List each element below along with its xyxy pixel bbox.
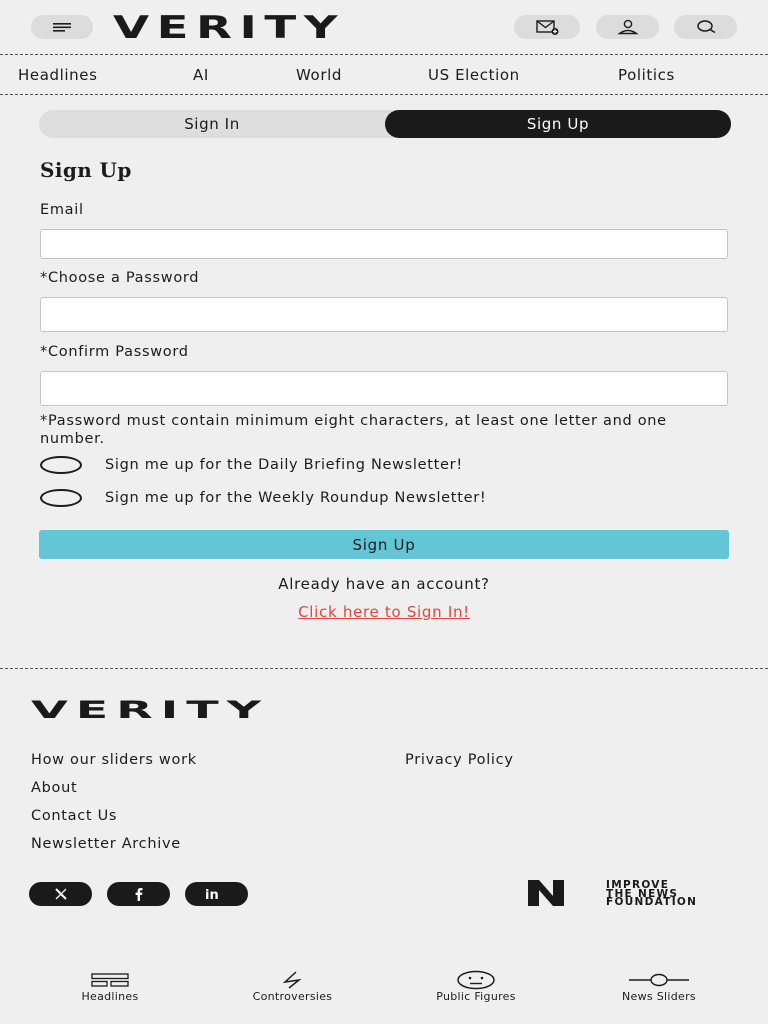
tab-controversies[interactable]	[232, 970, 353, 1003]
tab-public-figures[interactable]	[414, 970, 538, 1003]
linkedin-social-button[interactable]	[185, 882, 248, 906]
form-title: Sign Up	[40, 158, 132, 182]
search-icon	[695, 19, 717, 35]
tab-headlines[interactable]	[66, 970, 154, 1003]
menu-icon	[51, 21, 73, 33]
notifications-button[interactable]	[514, 15, 580, 39]
email-label: Email	[40, 202, 84, 218]
site-header	[0, 0, 768, 54]
user-icon	[616, 19, 640, 35]
x-icon	[54, 887, 68, 901]
footer-verity-logo[interactable]	[31, 697, 269, 721]
facebook-icon	[133, 887, 145, 901]
verity-logo[interactable]	[113, 11, 345, 43]
nav-item-politics[interactable]: Politics	[618, 66, 675, 84]
password-requirements-note: *Password must contain minimum eight characters, at least one letter and one number.	[40, 413, 667, 447]
email-field[interactable]	[40, 229, 728, 259]
tab-label-public-figures: Public Figures	[436, 990, 516, 1003]
mail-notification-icon	[534, 19, 560, 35]
slider-icon	[627, 972, 691, 988]
sign-in-tab[interactable]: Sign In	[184, 115, 240, 133]
bottom-tab-bar	[0, 960, 768, 1024]
daily-newsletter-label: Sign me up for the Daily Briefing Newsletter!	[105, 457, 463, 473]
nav-item-ai[interactable]: AI	[193, 66, 209, 84]
menu-button[interactable]	[31, 15, 93, 39]
daily-newsletter-option[interactable]	[40, 455, 463, 475]
improve-the-news-logo[interactable]	[528, 880, 564, 906]
facebook-social-button[interactable]	[107, 882, 170, 906]
sign-in-link[interactable]: Click here to Sign In!	[298, 603, 470, 621]
password-field[interactable]	[40, 297, 728, 332]
svg-text:VERITY: VERITY	[31, 697, 269, 721]
svg-text:VERITY: VERITY	[113, 11, 345, 43]
footer-link-newsletter-archive[interactable]: Newsletter Archive	[31, 836, 181, 852]
nav-item-us-election[interactable]: US Election	[428, 66, 520, 84]
weekly-newsletter-option[interactable]	[40, 488, 486, 508]
tab-label-news-sliders: News Sliders	[622, 990, 696, 1003]
sign-up-tab[interactable]: Sign Up	[385, 110, 731, 138]
lightning-icon	[275, 971, 311, 989]
tab-label-controversies: Controversies	[252, 990, 333, 1003]
face-icon	[456, 970, 496, 990]
auth-toggle	[39, 110, 731, 138]
weekly-newsletter-label: Sign me up for the Weekly Roundup Newsletter!	[105, 490, 487, 506]
weekly-newsletter-checkbox[interactable]	[40, 489, 82, 507]
footer-link-sliders[interactable]: How our sliders work	[31, 752, 197, 768]
confirm-password-label: *Confirm Password	[40, 344, 189, 360]
tab-label-headlines: Headlines	[81, 990, 139, 1003]
already-account-text: Already have an account?	[278, 575, 490, 593]
daily-newsletter-checkbox[interactable]	[40, 456, 82, 474]
linkedin-icon	[204, 887, 230, 901]
confirm-password-field[interactable]	[40, 371, 728, 406]
improve-the-news-foundation-text: IMPROVE THE NEWS FOUNDATION	[606, 879, 698, 909]
x-social-button[interactable]	[29, 882, 92, 906]
nav-divider	[0, 94, 768, 95]
search-button[interactable]	[674, 15, 737, 39]
nav-item-headlines[interactable]: Headlines	[18, 66, 98, 84]
account-button[interactable]	[596, 15, 659, 39]
sign-up-button[interactable]: Sign Up	[39, 530, 729, 559]
footer-link-contact[interactable]: Contact Us	[31, 808, 118, 824]
headlines-icon	[90, 972, 130, 988]
password-label: *Choose a Password	[40, 270, 200, 286]
footer-divider	[0, 668, 768, 669]
footer-link-about[interactable]: About	[31, 780, 78, 796]
tab-news-sliders[interactable]	[603, 970, 715, 1003]
category-nav	[0, 56, 768, 94]
nav-item-world[interactable]: World	[296, 66, 342, 84]
footer-link-privacy[interactable]: Privacy Policy	[405, 752, 514, 768]
svg-text:in: in	[204, 888, 219, 901]
header-divider	[0, 54, 768, 55]
